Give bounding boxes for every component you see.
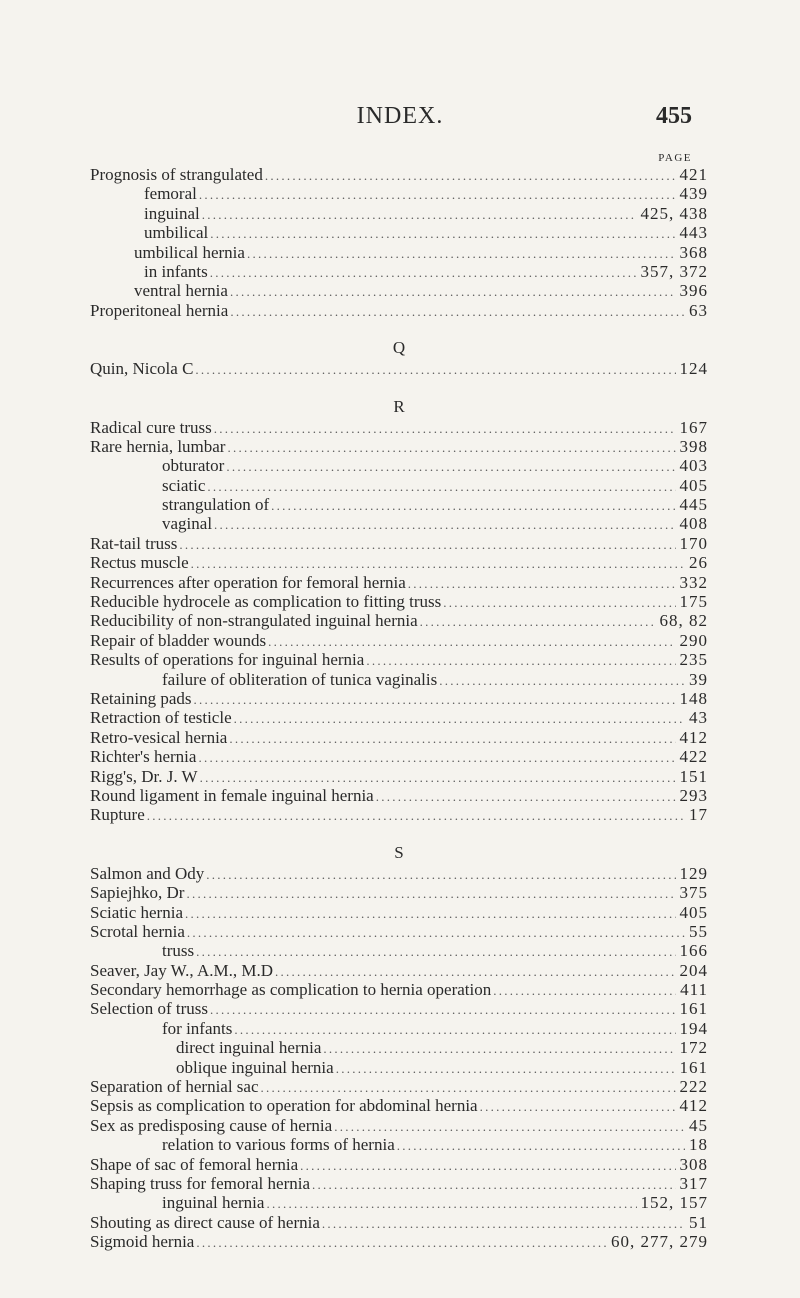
index-entry: [90, 223, 708, 242]
index-entry: [90, 670, 708, 689]
entry-pages: 129: [679, 863, 708, 883]
entry-pages: 167: [679, 417, 708, 437]
dot-leader: [268, 632, 675, 651]
dot-leader: [179, 535, 675, 554]
entry-pages: 411: [680, 980, 708, 1000]
index-entry: [90, 650, 708, 669]
entry-pages: 412: [679, 1096, 708, 1116]
entry-label: Rupture: [90, 805, 145, 825]
entry-pages: 332: [679, 572, 708, 592]
dot-leader: [366, 651, 675, 670]
dot-leader: [194, 690, 676, 709]
entry-pages: 425, 438: [640, 203, 708, 223]
entry-pages: 222: [679, 1077, 708, 1097]
entry-label: Secondary hemorrhage as complication to hernia operation: [90, 980, 492, 1000]
index-entry: [90, 514, 708, 533]
entry-pages: 151: [679, 766, 708, 786]
dot-leader: [198, 748, 675, 767]
entry-pages: 51: [689, 1212, 708, 1232]
entry-label: in infants: [144, 261, 208, 281]
section-letter: Q: [392, 338, 406, 358]
entry-label: Round ligament in female inguinal hernia: [90, 785, 374, 805]
entry-pages: 445: [679, 495, 708, 515]
entry-pages: 39: [689, 669, 708, 689]
entry-label: Radical cure truss: [90, 417, 212, 437]
entry-label: failure of obliteration of tunica vaginalis: [162, 669, 438, 689]
dot-leader: [196, 942, 675, 961]
dot-leader: [322, 1214, 685, 1233]
index-entry: [90, 1096, 708, 1115]
dot-leader: [186, 884, 675, 903]
entry-pages: 18: [689, 1135, 708, 1155]
index-entry: [90, 767, 708, 786]
index-entry: [90, 883, 708, 902]
index-section: [90, 842, 708, 1252]
dot-leader: [214, 419, 676, 438]
index-entry: [90, 941, 708, 960]
index-entry: [90, 980, 708, 999]
page-title: INDEX.: [356, 103, 444, 129]
dot-leader: [493, 981, 676, 1000]
entry-label: for infants: [162, 1018, 233, 1038]
index-entry: [90, 1213, 708, 1232]
page-column-label: PAGE: [658, 152, 692, 164]
entry-label: Sex as predisposing cause of hernia: [90, 1115, 333, 1135]
index-entry: [90, 1058, 708, 1077]
entry-pages: 408: [679, 514, 708, 534]
entry-label: Reducibility of non-strangulated inguinal hernia: [90, 611, 418, 631]
dot-leader: [323, 1039, 675, 1058]
dot-leader: [300, 1156, 675, 1175]
dot-leader: [420, 612, 656, 631]
entry-pages: 443: [679, 223, 708, 243]
index-entry: [90, 708, 708, 727]
index-entry: [90, 553, 708, 572]
entry-pages: 63: [689, 300, 708, 320]
dot-leader: [408, 574, 676, 593]
dot-leader: [195, 360, 675, 379]
entry-pages: 403: [679, 456, 708, 476]
dot-leader: [275, 962, 675, 981]
entry-label: oblique inguinal hernia: [176, 1057, 334, 1077]
dot-leader: [207, 477, 675, 496]
entry-label: inguinal hernia: [162, 1193, 265, 1213]
dot-leader: [334, 1117, 685, 1136]
entry-pages: 166: [679, 941, 708, 961]
page-number: 455: [656, 103, 692, 129]
entry-label: truss: [162, 941, 195, 961]
dot-leader: [199, 185, 676, 204]
entry-label: Rigg's, Dr. J. W: [90, 766, 198, 786]
index-entry: [90, 262, 708, 281]
entry-pages: 204: [679, 960, 708, 980]
index-entry: [90, 1019, 708, 1038]
section-letter: S: [394, 842, 404, 862]
entry-label: Recurrences after operation for femoral hernia: [90, 572, 406, 592]
dot-leader: [147, 806, 685, 825]
entry-pages: 412: [679, 727, 708, 747]
index-entry: [90, 437, 708, 456]
entry-pages: 439: [679, 184, 708, 204]
index-section: [90, 165, 708, 320]
entry-pages: 421: [679, 165, 708, 184]
index-entry: [90, 999, 708, 1018]
dot-leader: [443, 593, 675, 612]
entry-pages: 405: [679, 475, 708, 495]
entry-pages: 161: [679, 999, 708, 1019]
entry-pages: 26: [689, 553, 708, 573]
section-letter: R: [393, 396, 405, 416]
dot-leader: [210, 1000, 675, 1019]
entry-pages: 317: [679, 1173, 708, 1193]
dot-leader: [261, 1078, 676, 1097]
index-section: [90, 337, 708, 378]
index-entry: [90, 805, 708, 824]
page-header: [0, 103, 800, 133]
entry-pages: 170: [679, 533, 708, 553]
entry-label: relation to various forms of hernia: [162, 1135, 395, 1155]
index-entry: [90, 631, 708, 650]
dot-leader: [230, 302, 685, 321]
index-entry: [90, 534, 708, 553]
entry-label: Prognosis of strangulated: [90, 165, 263, 184]
index-entry: [90, 495, 708, 514]
index-entry: [90, 611, 708, 630]
index-entry: [90, 456, 708, 475]
entry-label: Shouting as direct cause of hernia: [90, 1212, 320, 1232]
entry-pages: 60, 277, 279: [611, 1232, 708, 1252]
dot-leader: [226, 457, 675, 476]
entry-pages: 148: [679, 688, 708, 708]
entry-label: Sigmoid hernia: [90, 1232, 195, 1252]
entry-label: ventral hernia: [134, 281, 228, 301]
index-entry: [90, 573, 708, 592]
dot-leader: [200, 768, 676, 787]
entry-label: Scrotal hernia: [90, 921, 185, 941]
dot-leader: [397, 1136, 685, 1155]
index-entry: [90, 243, 708, 262]
entry-label: strangulation of: [162, 495, 270, 515]
entry-label: Seaver, Jay W., A.M., M.D: [90, 960, 274, 980]
dot-leader: [234, 709, 685, 728]
entry-label: vaginal: [162, 514, 213, 534]
dot-leader: [202, 205, 637, 224]
entry-pages: 368: [679, 242, 708, 262]
entry-pages: 405: [679, 902, 708, 922]
index-entry: [90, 728, 708, 747]
entry-label: Rectus muscle: [90, 553, 189, 573]
entry-pages: 422: [679, 747, 708, 767]
index-entry: [90, 204, 708, 223]
entry-label: obturator: [162, 456, 225, 476]
entry-label: Sepsis as complication to operation for abdominal hernia: [90, 1096, 478, 1116]
entry-pages: 45: [689, 1115, 708, 1135]
entry-label: Shaping truss for femoral hernia: [90, 1173, 310, 1193]
dot-leader: [271, 496, 675, 515]
dot-leader: [439, 671, 685, 690]
dot-leader: [210, 224, 675, 243]
index-entry: [90, 1232, 708, 1251]
entry-pages: 55: [689, 921, 708, 941]
entry-label: Quin, Nicola C: [90, 359, 194, 379]
entry-label: Retraction of testicle: [90, 708, 232, 728]
dot-leader: [210, 263, 637, 282]
index-entry: [90, 1038, 708, 1057]
entry-label: Separation of hernial sac: [90, 1077, 259, 1097]
entry-label: Results of operations for inguinal hernia: [90, 650, 365, 670]
dot-leader: [185, 904, 676, 923]
entry-pages: 375: [679, 883, 708, 903]
entry-label: Shape of sac of femoral hernia: [90, 1154, 299, 1174]
index-entry: [90, 903, 708, 922]
index-entry: [90, 961, 708, 980]
entry-label: inguinal: [144, 203, 200, 223]
index-list: [90, 165, 708, 1252]
entry-pages: 357, 372: [640, 261, 708, 281]
entry-label: Salmon and Ody: [90, 863, 205, 883]
dot-leader: [187, 923, 685, 942]
entry-pages: 152, 157: [640, 1193, 708, 1213]
index-entry: [90, 359, 708, 378]
index-entry: [90, 301, 708, 320]
entry-pages: 175: [679, 592, 708, 612]
dot-leader: [214, 515, 675, 534]
index-entry: [90, 1174, 708, 1193]
index-entry: [90, 864, 708, 883]
entry-label: femoral: [144, 184, 197, 204]
entry-label: Retro-vesical hernia: [90, 727, 228, 747]
index-entry: [90, 1077, 708, 1096]
entry-pages: 235: [679, 650, 708, 670]
dot-leader: [191, 554, 685, 573]
entry-label: Selection of truss: [90, 999, 209, 1019]
entry-pages: 396: [679, 281, 708, 301]
index-entry: [90, 1155, 708, 1174]
entry-pages: 194: [679, 1018, 708, 1038]
dot-leader: [336, 1059, 676, 1078]
index-entry: [90, 786, 708, 805]
entry-label: Rare hernia, lumbar: [90, 436, 226, 456]
entry-label: umbilical hernia: [134, 242, 245, 262]
index-section: [90, 396, 708, 825]
dot-leader: [234, 1020, 675, 1039]
index-entry: [90, 689, 708, 708]
dot-leader: [312, 1175, 676, 1194]
entry-pages: 172: [679, 1038, 708, 1058]
index-entry: [90, 281, 708, 300]
entry-pages: 161: [679, 1057, 708, 1077]
entry-pages: 124: [679, 359, 708, 379]
dot-leader: [266, 1194, 636, 1213]
index-entry: [90, 1193, 708, 1212]
index-entry: [90, 922, 708, 941]
dot-leader: [206, 865, 675, 884]
dot-leader: [230, 282, 676, 301]
dot-leader: [229, 729, 675, 748]
dot-leader: [227, 438, 675, 457]
dot-leader: [196, 1233, 607, 1252]
entry-label: Properitoneal hernia: [90, 300, 229, 320]
entry-pages: 68, 82: [659, 611, 708, 631]
index-entry: [90, 1135, 708, 1154]
entry-label: direct inguinal hernia: [176, 1038, 322, 1058]
index-entry: [90, 1116, 708, 1135]
entry-pages: 308: [679, 1154, 708, 1174]
dot-leader: [247, 244, 676, 263]
entry-pages: 43: [689, 708, 708, 728]
entry-label: Reducible hydrocele as complication to fitting truss: [90, 592, 442, 612]
index-entry: [90, 747, 708, 766]
entry-label: sciatic: [162, 475, 206, 495]
index-entry: [90, 418, 708, 437]
entry-label: umbilical: [144, 223, 209, 243]
index-entry: [90, 184, 708, 203]
entry-label: Repair of bladder wounds: [90, 630, 267, 650]
entry-label: Richter's hernia: [90, 747, 197, 767]
entry-label: Sciatic hernia: [90, 902, 183, 922]
entry-label: Retaining pads: [90, 688, 192, 708]
entry-pages: 290: [679, 630, 708, 650]
index-entry: [90, 476, 708, 495]
entry-pages: 17: [689, 805, 708, 825]
dot-leader: [376, 787, 676, 806]
index-entry: [90, 592, 708, 611]
dot-leader: [480, 1097, 676, 1116]
entry-label: Sapiejhko, Dr: [90, 883, 185, 903]
entry-label: Rat-tail truss: [90, 533, 178, 553]
index-entry: [90, 165, 708, 184]
dot-leader: [265, 166, 676, 185]
entry-pages: 398: [679, 436, 708, 456]
entry-pages: 293: [679, 785, 708, 805]
